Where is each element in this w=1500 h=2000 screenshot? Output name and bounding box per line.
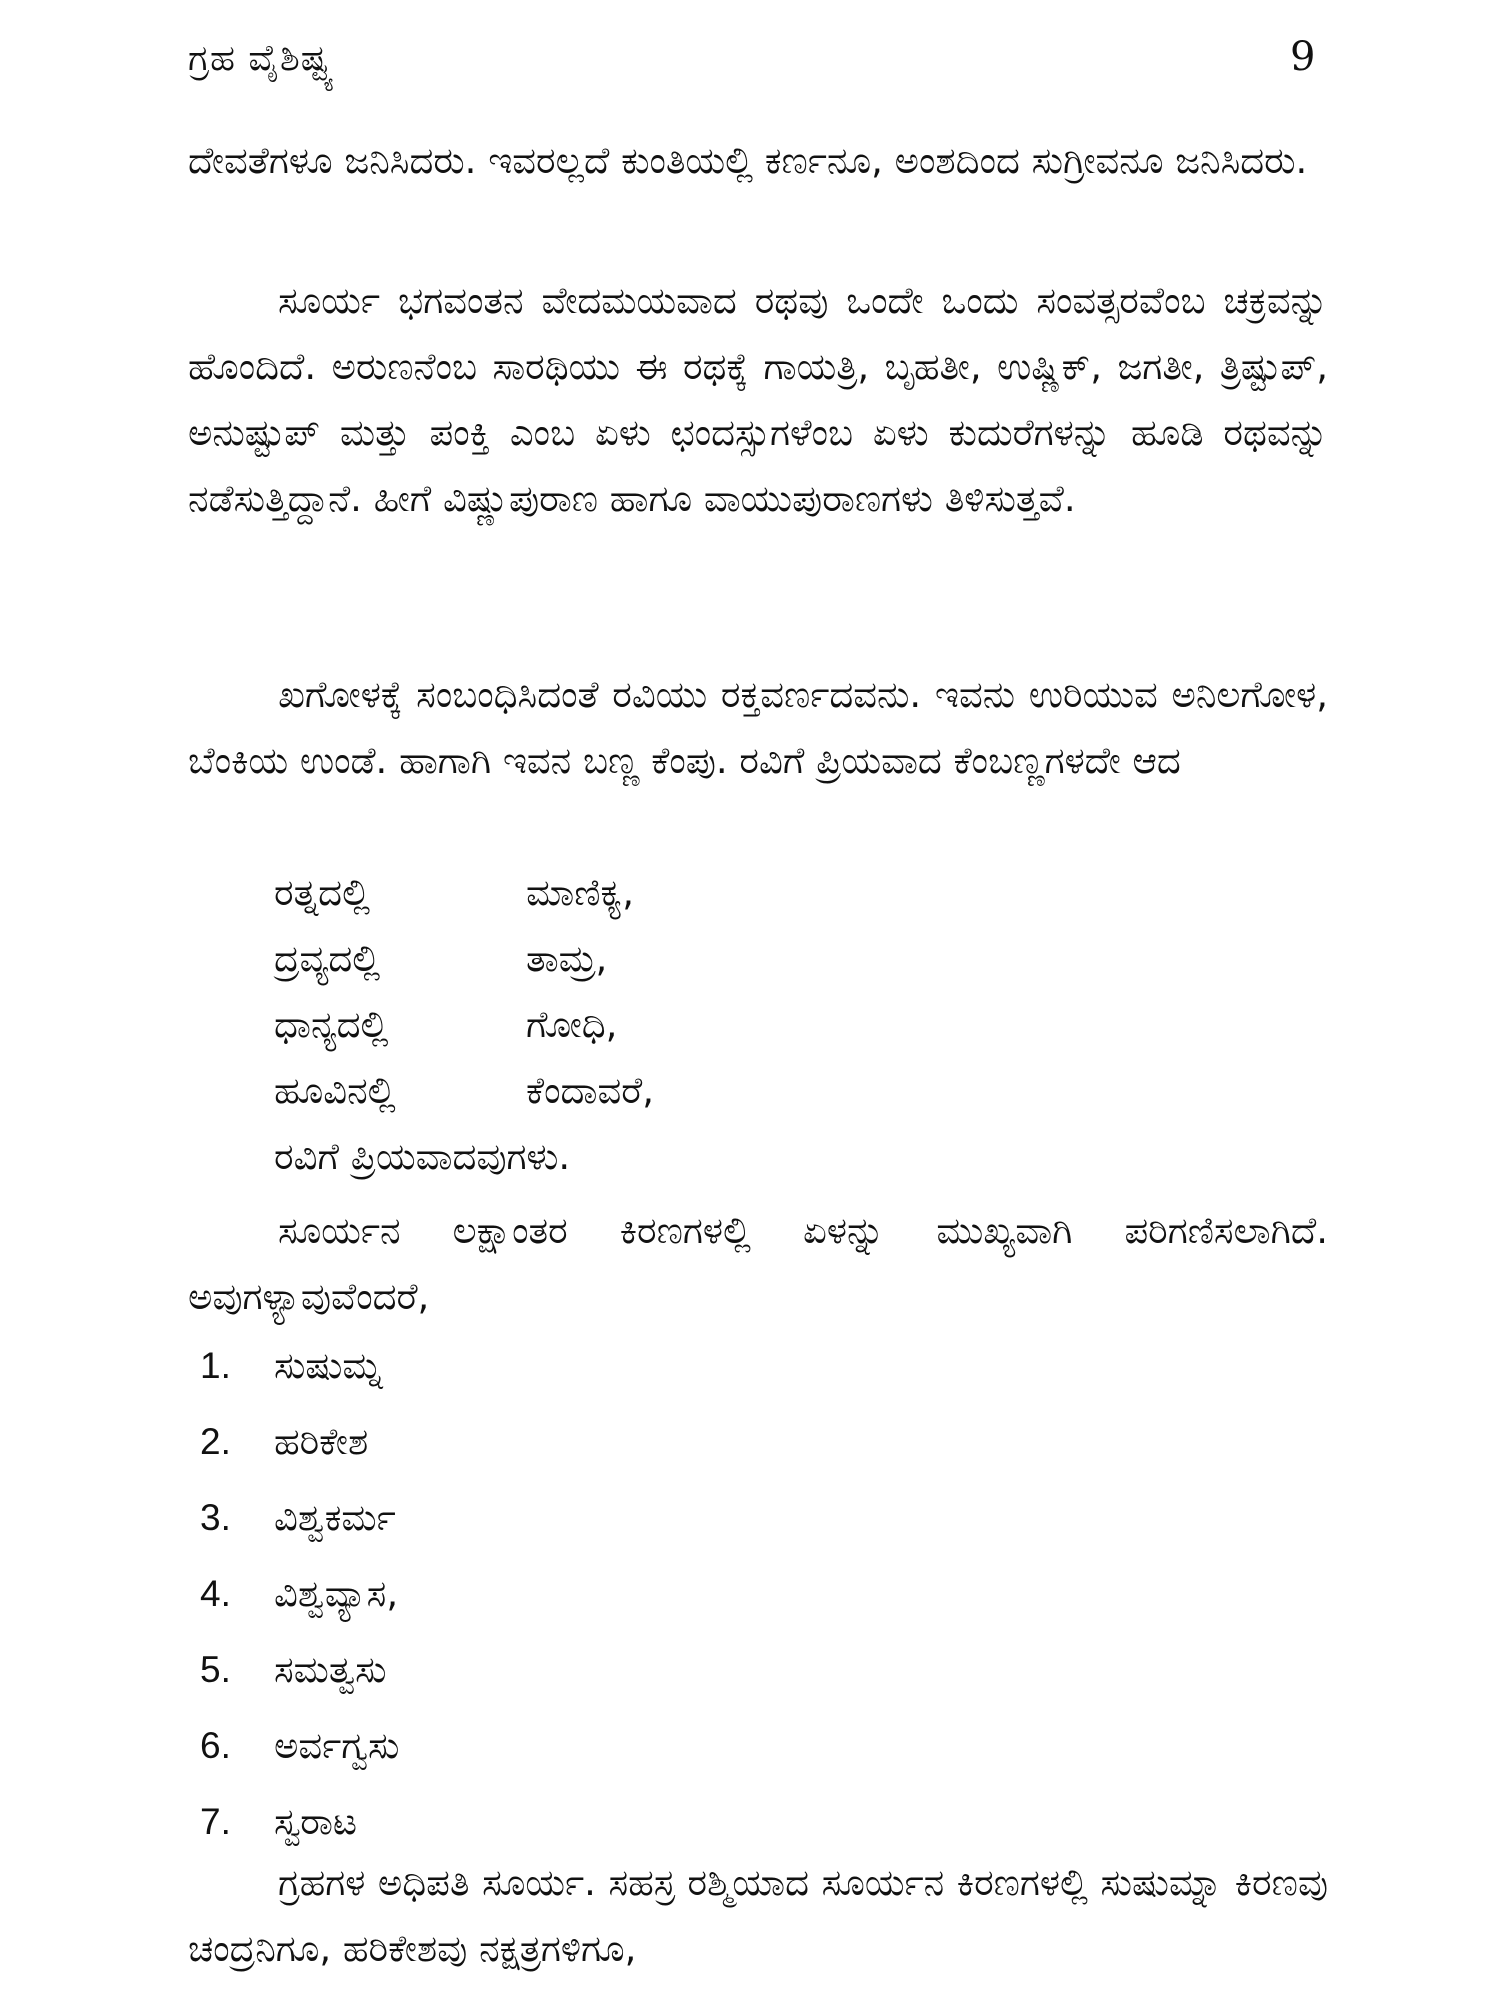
list-item bbox=[200, 1404, 399, 1480]
favorite-row bbox=[274, 992, 654, 1058]
list-item bbox=[200, 1632, 399, 1708]
paragraph-1-text: ದೇವತೆಗಳೂ ಜನಿಸಿದರು. ಇವರಲ್ಲದೆ ಕುಂತಿಯಲ್ಲಿ ಕರ್ಣನೂ, ಅಂಶದಿಂದ ಸುಗ್ರೀವನೂ ಜನಿಸಿದರು. bbox=[188, 139, 1308, 182]
favorite-category: ದ್ರವ್ಯದಲ್ಲಿ bbox=[274, 937, 381, 980]
paragraph-4 bbox=[188, 1198, 1328, 1330]
list-number: 3. bbox=[200, 1497, 231, 1538]
list-item bbox=[200, 1556, 399, 1632]
list-item bbox=[200, 1708, 399, 1784]
favorites-list bbox=[274, 860, 654, 1124]
paragraph-2-text: ಸೂರ್ಯ ಭಗವಂತನ ವೇದಮಯವಾದ ರಥವು ಒಂದೇ ಒಂದು ಸಂವತ್ಸರವೆಂಬ ಚಕ್ರವನ್ನು ಹೊಂದಿದೆ. ಅರುಣನೆಂಬ ಸಾರಥಿಯು ಈ ರಥಕ್ಕೆ ಗಾಯತ್ರಿ, ಬೃಹತೀ, ಉಷ್ಣಿಕ್, ಜಗತೀ, ತ್ರಿಷ್ಟುಪ್, ಅನುಷ್ಟುಪ್ ಮತ್ತು ಪಂಕ್ತಿ ಎಂಬ ಏಳು ಛಂದಸ್ಸುಗಳೆಂಬ ಏಳು ಕುದುರೆಗಳನ್ನು ಹೂಡಿ ರಥವನ್ನು ನಡೆಸುತ್ತಿದ್ದಾನೆ. ಹೀಗೆ ವಿಷ್ಣುಪುರಾಣ ಹಾಗೂ ವಾಯುಪುರಾಣಗಳು ತಿಳಿಸುತ್ತವೆ. bbox=[188, 279, 1328, 520]
ray-name: ಅರ್ವಗ್ವಸು bbox=[274, 1724, 400, 1767]
list-item bbox=[200, 1480, 399, 1556]
paragraph-5-text: ಗ್ರಹಗಳ ಅಧಿಪತಿ ಸೂರ್ಯ. ಸಹಸ್ರ ರಶ್ಮಿಯಾದ ಸೂರ್ಯನ ಕಿರಣಗಳಲ್ಲಿ ಸುಷುಮ್ನಾ ಕಿರಣವು ಚಂದ್ರನಿಗೂ, ಹರಿಕೇಶವು ನಕ್ಷತ್ರಗಳಿಗೂ, bbox=[188, 1861, 1328, 1970]
list-number: 5. bbox=[200, 1649, 231, 1690]
favorite-row bbox=[274, 926, 654, 992]
list-number: 6. bbox=[200, 1725, 231, 1766]
list-number: 4. bbox=[200, 1573, 231, 1614]
ray-name: ವಿಶ್ವವ್ಯಾಸ, bbox=[274, 1572, 399, 1615]
ray-name: ವಿಶ್ವಕರ್ಮ bbox=[274, 1496, 396, 1539]
ray-name: ಸಮತ್ವಸು bbox=[274, 1648, 387, 1691]
paragraph-5 bbox=[188, 1850, 1328, 1982]
favorites-closing: ರವಿಗೆ ಪ್ರಿಯವಾದವುಗಳು. bbox=[274, 1135, 571, 1178]
page-number: 9 bbox=[1290, 34, 1316, 80]
paragraph-1 bbox=[188, 128, 1328, 194]
paragraph-4-text: ಸೂರ್ಯನ ಲಕ್ಷಾಂತರ ಕಿರಣಗಳಲ್ಲಿ ಏಳನ್ನು ಮುಖ್ಯವಾಗಿ ಪರಿಗಣಿಸಲಾಗಿದೆ. ಅವುಗಳ್ಯಾವುವೆಂದರೆ, bbox=[188, 1209, 1328, 1318]
favorite-item: ತಾಮ್ರ, bbox=[526, 937, 608, 980]
paragraph-3 bbox=[188, 662, 1328, 794]
list-item bbox=[200, 1784, 399, 1860]
paragraph-2 bbox=[188, 268, 1328, 532]
favorite-row bbox=[274, 1058, 654, 1124]
ray-name: ಸ್ವರಾಟ bbox=[274, 1800, 358, 1843]
favorite-row bbox=[274, 860, 654, 926]
favorite-category: ಹೂವಿನಲ್ಲಿ bbox=[274, 1069, 396, 1112]
list-number: 2. bbox=[200, 1421, 231, 1462]
favorite-item: ಗೋಧಿ, bbox=[526, 1003, 618, 1046]
list-number: 1. bbox=[200, 1345, 231, 1386]
favorite-category: ರತ್ನದಲ್ಲಿ bbox=[274, 871, 371, 914]
favorite-item: ಮಾಣಿಕ್ಯ, bbox=[526, 871, 634, 914]
list-number: 7. bbox=[200, 1801, 231, 1842]
favorite-category: ಧಾನ್ಯದಲ್ಲಿ bbox=[274, 1003, 389, 1046]
paragraph-3-text: ಖಗೋಳಕ್ಕೆ ಸಂಬಂಧಿಸಿದಂತೆ ರವಿಯು ರಕ್ತವರ್ಣದವನು. ಇವನು ಉರಿಯುವ ಅನಿಲಗೋಳ, ಬೆಂಕಿಯ ಉಂಡೆ. ಹಾಗಾಗಿ ಇವನ ಬಣ್ಣ ಕೆಂಪು. ರವಿಗೆ ಪ್ರಿಯವಾದ ಕೆಂಬಣ್ಣಗಳದೇ ಆದ bbox=[188, 673, 1328, 782]
favorite-item: ಕೆಂದಾವರೆ, bbox=[526, 1069, 655, 1112]
rays-list bbox=[200, 1328, 399, 1860]
running-title: ಗ್ರಹ ವೈಶಿಷ್ಟ್ಯ bbox=[188, 38, 336, 79]
list-item bbox=[200, 1328, 399, 1404]
ray-name: ಹರಿಕೇಶ bbox=[274, 1420, 369, 1463]
ray-name: ಸುಷುಮ್ನ bbox=[274, 1344, 383, 1387]
